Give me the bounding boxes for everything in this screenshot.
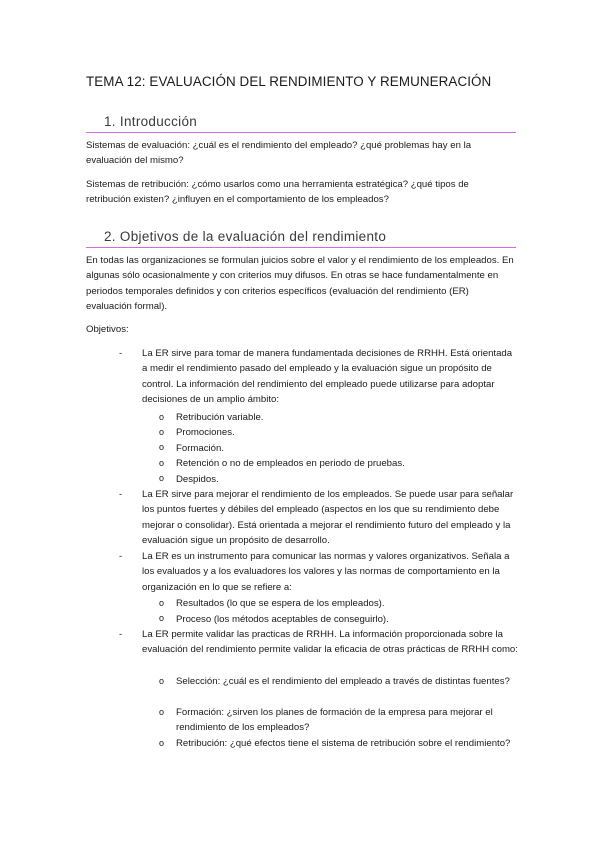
dash-bullet: - <box>119 489 123 500</box>
paragraph-retribution-systems: Sistemas de retribución: ¿cómo usarlos como una herramienta estratégica? ¿qué tipos de retribución existen? ¿influyen en el comportamiento de los empleados? <box>86 179 469 206</box>
objective-item: La ER sirve para mejorar el rendimiento de los empleados. Se puede usar para señalar los puntos fuertes y débiles del empleado (aspectos en los que su rendimiento debe mejorar o consolidar). Está orientada a mejorar el rendimiento futuro del empleado y la evaluación sigue un propósito de desarrollo. <box>142 489 514 547</box>
objetivos-label: Objetivos: <box>86 324 129 335</box>
section-1-heading: 1. Introducción <box>104 114 198 129</box>
sub-item: Despidos. <box>176 474 219 485</box>
objective-item: La ER permite validar las practicas de RRHH. La información proporcionada sobre la evaluación del rendimiento permite validar la eficacia de otras prácticas de RRHH como: <box>142 629 518 656</box>
dash-bullet: - <box>119 629 123 640</box>
objective-item: La ER sirve para tomar de manera fundamentada decisiones de RRHH. Está orientada a medir el rendimiento pasado del empleado y la evaluación sigue un propósito de control. La información del rendimiento del empleado puede utilizarse para adoptar decisiones de un amplio ámbito: <box>142 348 513 406</box>
objective-item: La ER es un instrumento para comunicar las normas y valores organizativos. Señala a los evaluados y a los evaluadores los valores y las normas de comportamiento en la organización en lo que se refiere a: <box>142 551 510 593</box>
sub-bullet: o <box>159 473 165 483</box>
sub-bullet: o <box>159 598 165 608</box>
sub-bullet: o <box>159 412 165 422</box>
sub-bullet: o <box>159 427 165 437</box>
sub-item: Retribución variable. <box>176 412 264 423</box>
sub-item: Retribución: ¿qué efectos tiene el sistema de retribución sobre el rendimiento? <box>176 738 511 749</box>
sub-item: Formación. <box>176 443 224 454</box>
section-2-rule <box>86 247 516 248</box>
dash-bullet: - <box>119 551 123 562</box>
document-title: TEMA 12: EVALUACIÓN DEL RENDIMIENTO Y REMUNERACIÓN <box>86 74 492 89</box>
dash-bullet: - <box>119 348 123 359</box>
sub-bullet: o <box>159 738 165 748</box>
section-2-heading: 2. Objetivos de la evaluación del rendimiento <box>104 229 387 244</box>
sub-bullet: o <box>159 613 165 623</box>
sub-item: Proceso (los métodos aceptables de conseguirlo). <box>176 614 389 625</box>
paragraph-intro: En todas las organizaciones se formulan juicios sobre el valor y el rendimiento de los empleados. En algunas sólo ocasionalmente y con criterios muy difusos. En otras se hace fundamentalmente en periodos temporales definidos y con criterios específicos (evaluación del rendimiento (ER) evaluación formal). <box>86 255 514 313</box>
sub-item: Promociones. <box>176 427 235 438</box>
sub-item: Retención o no de empleados en periodo de pruebas. <box>176 458 405 469</box>
sub-item: Formación: ¿sirven los planes de formación de la empresa para mejorar el rendimiento de los empleados? <box>176 707 493 734</box>
section-1-rule <box>86 132 516 133</box>
paragraph-evaluation-systems: Sistemas de evaluación: ¿cuál es el rendimiento del empleado? ¿qué problemas hay en la evaluación del mismo? <box>86 140 472 167</box>
sub-bullet: o <box>159 458 165 468</box>
sub-bullet: o <box>159 707 165 717</box>
sub-bullet: o <box>159 442 165 452</box>
sub-item: Resultados (lo que se espera de los empleados). <box>176 598 385 609</box>
sub-item: Selección: ¿cuál es el rendimiento del empleado a través de distintas fuentes? <box>176 676 510 687</box>
sub-bullet: o <box>159 676 165 686</box>
